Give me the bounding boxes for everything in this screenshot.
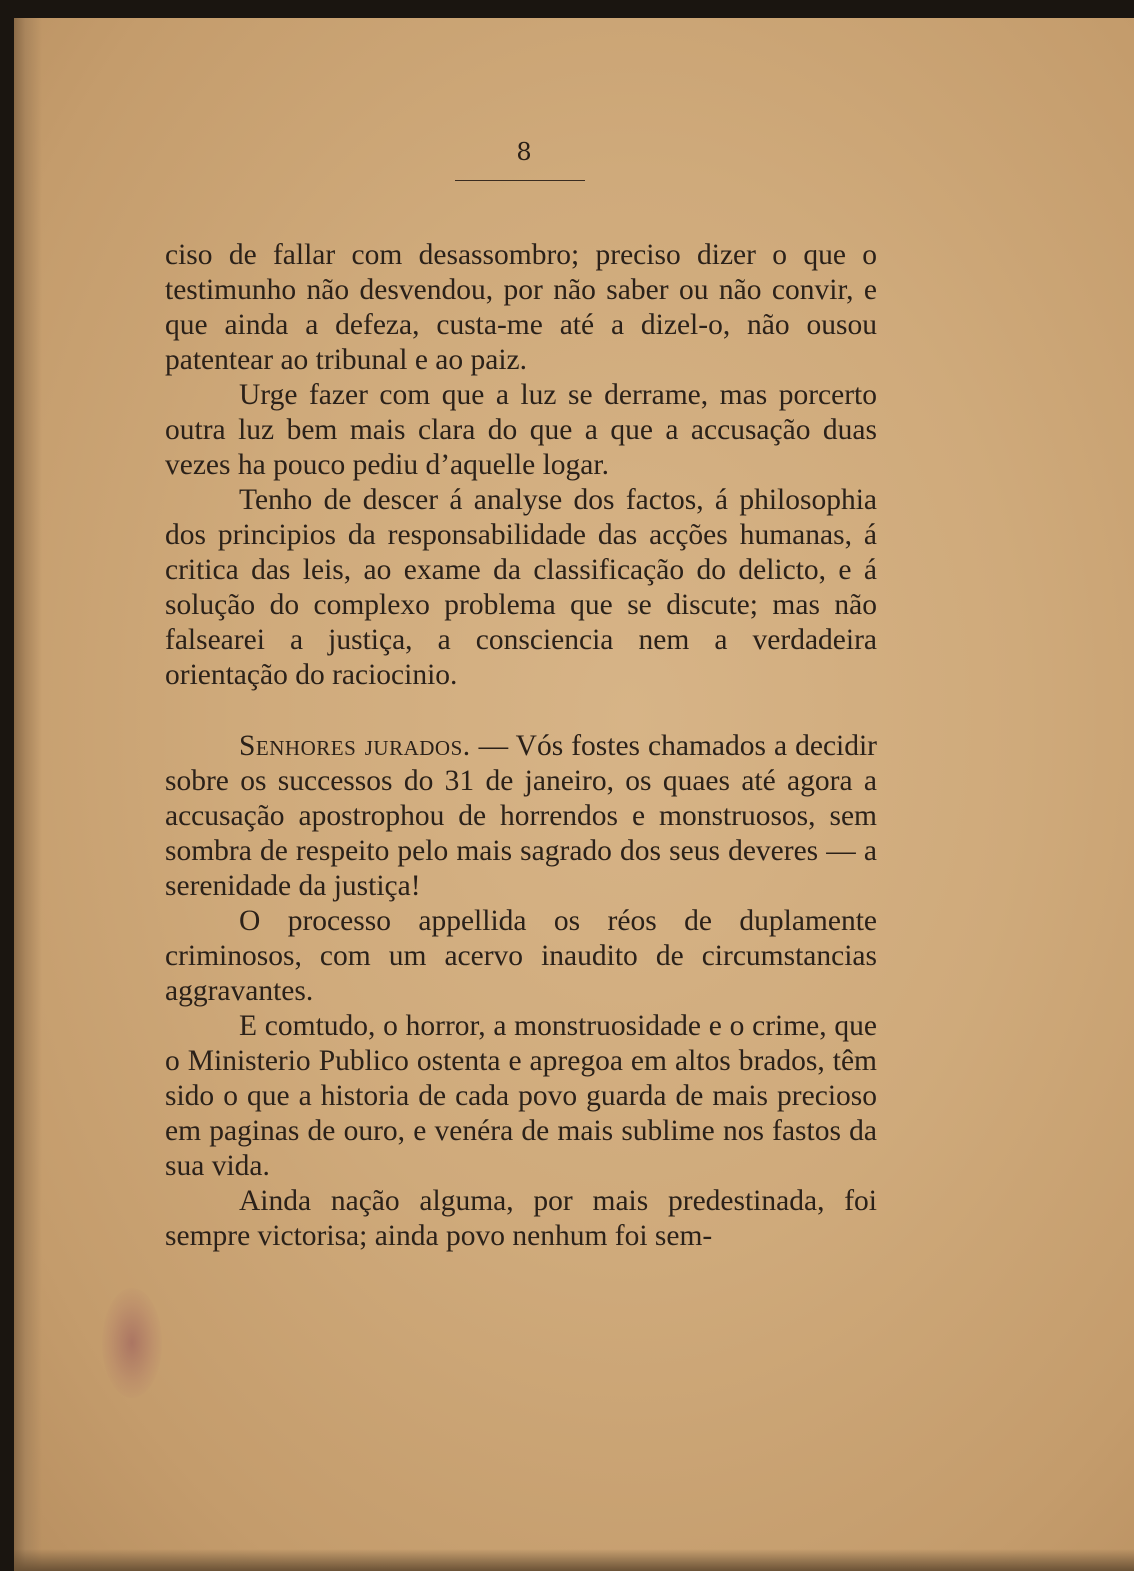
header-rule [455, 180, 585, 181]
page-bottom-edge [14, 1549, 1134, 1571]
paragraph: Ainda nação alguma, por mais predestinada, foi sempre victorisa; ainda povo nenhum foi sem- [165, 1185, 877, 1252]
section-opening-text: — Vós fostes chamados a decidir sobre os successos do 31 de janeiro, os quaes até agora a accusação apostrophou de horrendos e monstruosos, sem sombra de respeito pelo mais sagrado dos seus deveres — a serenidade da justiça! [165, 730, 878, 902]
paragraph: E comtudo, o horror, a monstruosidade e o crime, que o Ministerio Publico ostenta e apregoa em altos brados, têm sido o que a historia de cada povo guarda de mais precioso em paginas de ouro, e venéra de mais sublime nos fastos da sua vida. [165, 1010, 877, 1182]
page-binding-edge [14, 18, 42, 1571]
page-number: 8 [516, 138, 532, 166]
paragraph: Tenho de descer á analyse dos factos, á philosophia dos principios da responsabilidade das acções humanas, á critica das leis, ao exame da classificação do delicto, e á solução do complexo problema que se discute; mas não falsearei a justiça, a consciencia nem a verdadeira orientação do raciocinio. [165, 484, 877, 691]
ink-stain [102, 1288, 162, 1398]
book-page [14, 18, 1134, 1571]
paragraph: Urge fazer com que a luz se derrame, mas porcerto outra luz bem mais clara do que a que a accusação duas vezes ha pouco pediu d’aquelle logar. [165, 379, 877, 481]
paragraph: ciso de fallar com desassombro; preciso dizer o que o testimunho não desvendou, por não saber ou não convir, e que ainda a defeza, custa-me até a dizel-o, não ousou patentear ao tribunal e ao paiz. [165, 239, 877, 376]
section-paragraph [165, 729, 877, 904]
body-text [165, 238, 877, 1254]
paragraph: O processo appellida os réos de duplamente criminosos, com um acervo inaudito de circumstancias aggravantes. [165, 905, 877, 1007]
section-heading: Senhores jurados. [239, 730, 471, 762]
